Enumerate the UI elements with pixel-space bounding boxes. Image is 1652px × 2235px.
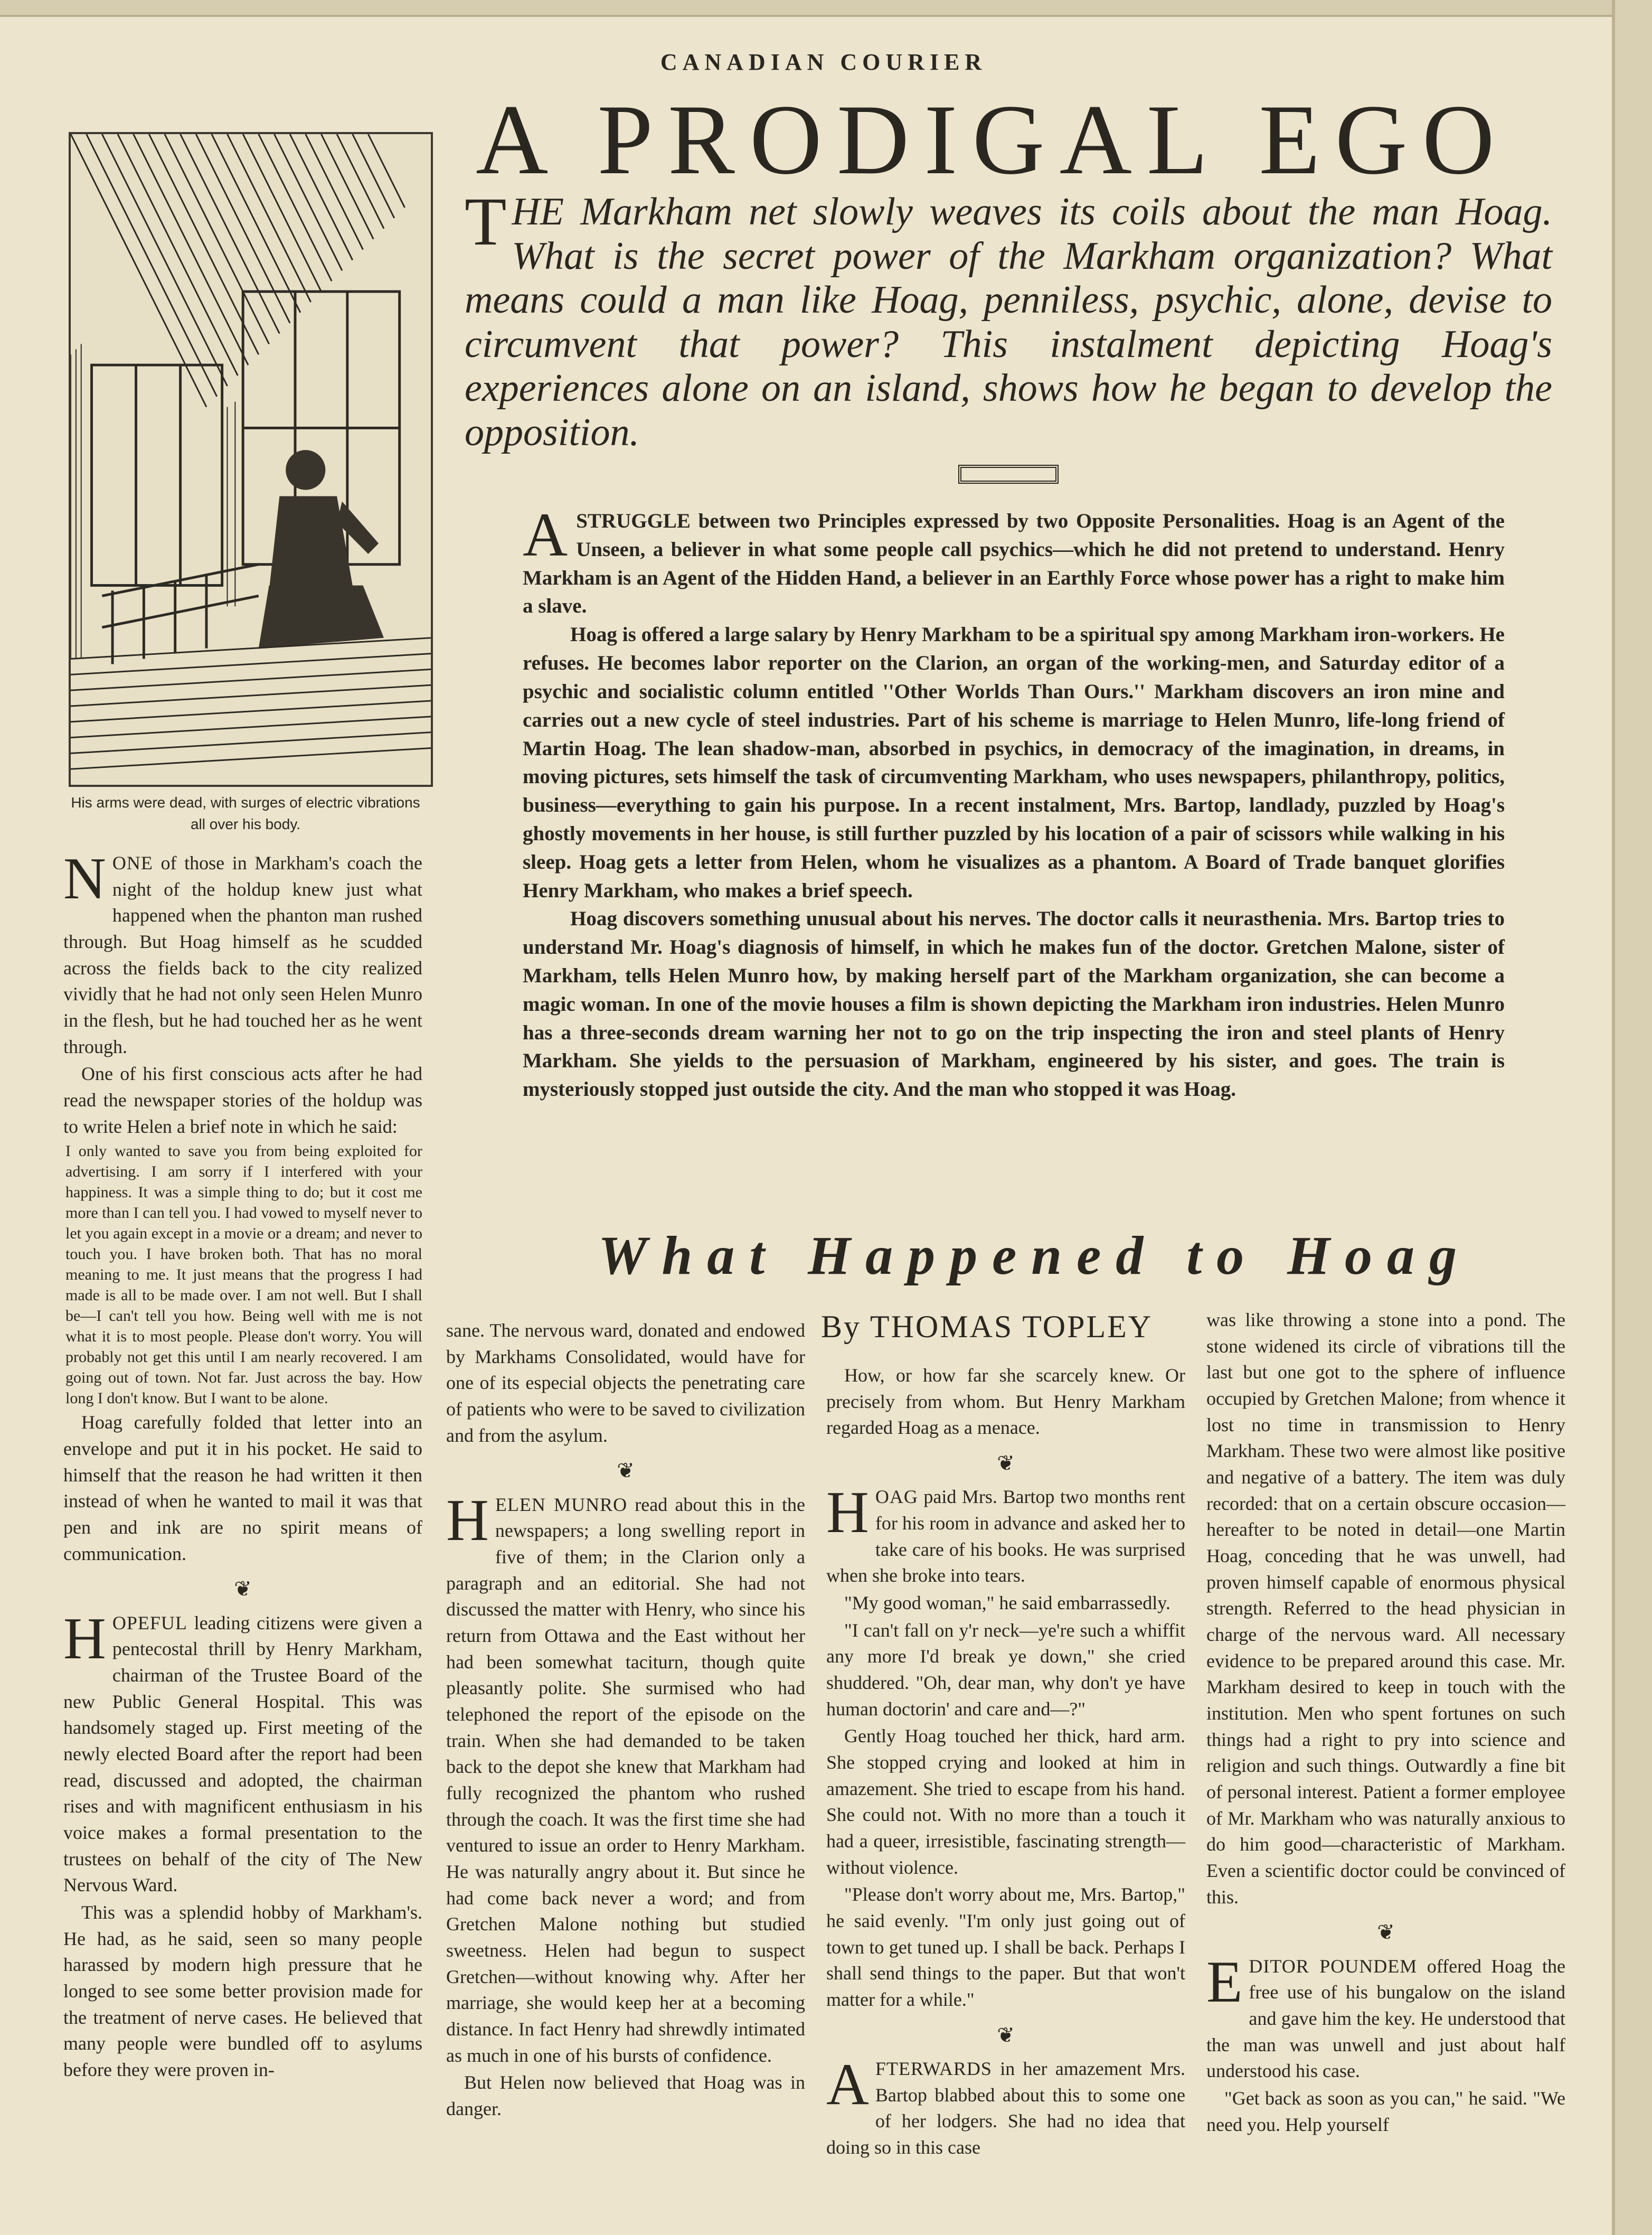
- lead-in: OPEFUL: [112, 1612, 187, 1633]
- paragraph: How, or how far she scarcely knew. Or precisely from whom. But Henry Markham regarded Hoag as a menace.: [826, 1365, 1185, 1439]
- section-ornament: ❦: [234, 1577, 252, 1601]
- publication-header: CANADIAN COURIER: [660, 49, 987, 75]
- column-1: [63, 846, 422, 2084]
- paragraph: [63, 846, 422, 1060]
- paragraph: This was a splendid hobby of Markham's. He had, as he said, seen so many people harassed by modern high pressure that he longed to see some better provision made for the treatment of nerve cases. He believed that many people were bundled off to asylums before they were proven in-: [63, 1902, 422, 2081]
- page-top-edge: [0, 0, 1652, 17]
- paragraph: [826, 1480, 1185, 1589]
- paragraph: "Get back as soon as you can," he said. "We need you. Help yourself: [1206, 2088, 1565, 2135]
- lead-in: FTERWARDS: [875, 2058, 992, 2079]
- paragraph: was like throwing a stone into a pond. The stone widened its circle of vibrations till the last but one got to the sphere of influence occupied by Gretchen Malone; from whence it lost no time in transmission to Henry Markham. These two were almost like positive and negative of a battery. The item was duly recorded: that on a certain obscure occasion—hereafter to be noted in detail—one Martin Hoag, conceding that he was unwell, had proven himself capable of enormous physical strength. Referred to the head physician in charge of the nervous ward. All necessary evidence to be prepared around this case. Mr. Markham desired to keep in touch with the institution. Men who spent fortunes on such things had a right to pry into science and religion and such things. Outwardly a fine bit of personal interest. Patient a former employee of Mr. Markham who was naturally anxious to do him good—characteristic of Markham. Even a scientific doctor could be convinced of this.: [1206, 1309, 1565, 1908]
- byline: By THOMAS TOPLEY: [821, 1309, 1153, 1344]
- man-sitting-by-window-illustration: [69, 132, 433, 787]
- section-ornament: ❦: [1377, 1920, 1395, 1945]
- decorative-box-ornament: [958, 465, 1059, 484]
- synopsis-paragraph: [523, 500, 1505, 621]
- page-right-edge: [1612, 0, 1652, 2235]
- paragraph-text: read about this in the newspapers; a long swelling report in five of them; in the Clarion only a paragraph and an editorial. She had not discussed the matter with Henry, who since his return from Ottawa and the East without her had been somewhat taciturn, though quite pleasantly polite. She surmised who had telephoned the report of the episode on the train. When she had demanded to be taken back to the depot she knew that Markham had fully recognized the phantom who rushed through the coach. It was the first time she had ventured to issue an order to Henry Markham. He was naturally angry about it. But since he had come back never a word; and from Gretchen Malone nothing but studied sweetness. Helen had begun to suspect Gretchen—without knowing why. After her marriage, she would keep her at a becoming distance. In fact Henry had shrewdly intimated as much in one of his bursts of confidence.: [446, 1494, 806, 2066]
- lead-in: OAG: [875, 1486, 918, 1508]
- paragraph: sane. The nervous ward, donated and endowed by Markhams Consolidated, would have for one of its especial objects the penetrating care of patients who were to be saved to civilization and from the asylum.: [446, 1320, 805, 1446]
- synopsis-paragraph: Hoag discovers something unusual about his nerves. The doctor calls it neurasthenia. Mrs. Bartop tries to understand Mr. Hoag's diagnosis of himself, in which he makes fun of the doctor. Gretchen Malone, sister of Markham, tells Helen Munro how, by making herself part of the Markham organization, she can become a magic woman. In one of the movie houses a film is shown depicting the Markham iron industries. Helen Munro has a three-seconds dream warning her not to go on the trip inspecting the iron and steel plants of Henry Markham. She yields to the persuasion of Markham, engineered by his sister, and goes. The train is mysteriously stopped just outside the city. And the man who stopped it was Hoag.: [523, 907, 1505, 1101]
- synopsis: [523, 500, 1505, 1104]
- deck-text: HE Markham net slowly weaves its coils about the man Hoag. What is the secret power of the Markham organization? What means could a man like Hoag, penniless, psychic, alone, devise to circumvent that power? This instalment depicting Hoag's experiences alone on an island, shows how he began to develop the opposition.: [465, 190, 1552, 455]
- paragraph: One of his first conscious acts after he had read the newspaper stories of the holdup was to write Helen a brief note in which he said:: [63, 1063, 422, 1137]
- section-ornament: ❦: [997, 2023, 1015, 2047]
- column-3: [826, 1363, 1185, 2162]
- article-deck: [465, 184, 1552, 455]
- drop-cap: N: [63, 846, 106, 912]
- paragraph: "My good woman," he said embarrassedly.: [844, 1592, 1170, 1613]
- paragraph-text: of those in Markham's coach the night of the holdup knew just what happened when the phanton man rushed through. But Hoag himself as he scudded across the fields back to the city realized vividly that he had not only seen Helen Munro in the flesh, but he had touched her as he went through.: [63, 852, 422, 1057]
- synopsis-drop-cap: A: [523, 500, 568, 569]
- paragraph: [1206, 1949, 1565, 2084]
- paragraph: "Please don't worry about me, Mrs. Bartop," he said evenly. "I'm only just going out of town to get tuned up. I shall be back. Perhaps I shall send things to the paper. But that won't matter for a while.": [826, 1884, 1185, 2010]
- story-title: What Happened to Hoag: [598, 1225, 1472, 1286]
- paragraph: Hoag carefully folded that letter into an envelope and put it in his pocket. He said to himself that the reason he had written it then instead of when he wanted to mail it was that pen and ink are no spirit means of communication.: [63, 1412, 422, 1564]
- paragraph-text: offered Hoag the free use of his bungalow on the island and gave him the key. He understood that the man was unwell and just about half understood his case.: [1206, 1955, 1565, 2082]
- article-title: A PRODIGAL EGO: [476, 84, 1509, 195]
- paragraph: Gently Hoag touched her thick, hard arm. She stopped crying and looked at him in amazement. She tried to escape from his hand. She could not. With no more than a touch it had a queer, irresistible, fascinating strength—without violence.: [826, 1725, 1185, 1878]
- section-ornament: ❦: [617, 1459, 635, 1483]
- synopsis-text: STRUGGLE between two Principles expressed by two Opposite Personalities. Hoag is an Agent of the Unseen, a believer in what some people call psychics—which he did not pretend to understand. Henry Markham is an Agent of the Hidden Hand, a believer in an Earthly Force whose power has a right to make him a slave.: [523, 510, 1505, 618]
- drop-cap: H: [63, 1605, 106, 1671]
- paragraph: [63, 1605, 422, 1899]
- column-4: [1206, 1307, 1565, 2139]
- paragraph: [826, 2051, 1185, 2161]
- illustration-caption: His arms were dead, with surges of electric vibrations all over his body.: [71, 794, 420, 832]
- drop-cap: A: [826, 2051, 869, 2117]
- deck-drop-cap: T: [465, 184, 507, 260]
- letter-quote: I only wanted to save you from being exploited for advertising. I am sorry if I interfered with your happiness. It was a simple thing to do; but it cost me more than I can tell you. I had vowed to myself never to let you again except in a movie or a dream; and never to touch you. I have broken both. That has no moral meaning to me. It just means that the progress I had made is all to be made over. I am not well. But I shall be—I can't tell you how. Being well with me is not what it is to most people. Please don't worry. You will probably not get this until I am nearly recovered. I am going out of town. Not far. Just across the bay. How long I don't know. But I want to be alone.: [65, 1142, 422, 1407]
- lead-in: ONE: [112, 852, 153, 874]
- drop-cap: H: [446, 1487, 489, 1553]
- paragraph-text: leading citizens were given a pentecostal thrill by Henry Markham, chairman of the Trustee Board of the new Public General Hospital. This was handsomely staged up. First meeting of the newly elected Board after the report had been read, discussed and adopted, the chairman rises and with magnificent enthusiasm in his voice makes a formal presentation to the trustees on behalf of the city of The New Nervous Ward.: [63, 1612, 422, 1896]
- drop-cap: H: [826, 1480, 869, 1546]
- section-ornament: ❦: [997, 1451, 1015, 1476]
- drop-cap: E: [1206, 1949, 1243, 2015]
- column-2: [446, 1318, 805, 2124]
- lead-in: ELEN MUNRO: [495, 1494, 628, 1515]
- paragraph: But Helen now believed that Hoag was in danger.: [446, 2072, 805, 2119]
- lead-in: DITOR POUNDEM: [1249, 1955, 1418, 1977]
- paragraph: [446, 1487, 806, 2069]
- synopsis-paragraph: Hoag is offered a large salary by Henry Markham to be a spiritual spy among Markham iron-workers. He refuses. He becomes labor reporter on the Clarion, an organ of the working-men, and Saturday editor of a psychic and socialistic column entitled ''Other Worlds Than Ours.'' Markham discovers an iron mine and carries out a new cycle of steel industries. Part of his scheme is marriage to Helen Munro, life-long friend of Martin Hoag. The lean shadow-man, absorbed in psychics, in democracy of the imagination, in dreams, in moving pictures, sets himself the task of circumventing Markham, who uses newspapers, philanthropy, politics, business—everything to gain his purpose. In a recent instalment, Mrs. Bartop, landlady, puzzled by Hoag's ghostly movements in her house, is still further puzzled by his location of a pair of scissors while walking in his sleep. Hoag gets a letter from Helen, whom he visualizes as a phantom. A Board of Trade banquet glorifies Henry Markham, who makes a brief speech.: [523, 623, 1505, 902]
- paragraph-text: in her amazement Mrs. Bartop blabbed about this to some one of her lodgers. She had no idea that doing so in this case: [826, 2058, 1185, 2158]
- paragraph-text: paid Mrs. Bartop two months rent for his room in advance and asked her to take care of his books. He was surprised when she broke into tears.: [826, 1486, 1185, 1586]
- paragraph: "I can't fall on y'r neck—ye're such a whiffit any more I'd break ye down," she cried shuddered. "Oh, dear man, why don't ye have human doctorin' and care and—?": [826, 1619, 1185, 1720]
